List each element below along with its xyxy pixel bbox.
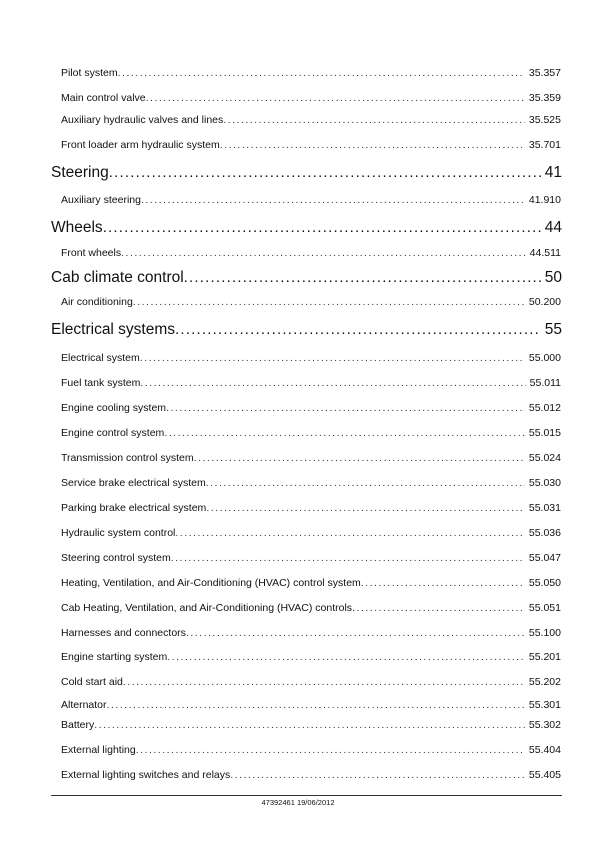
leader-dots	[230, 768, 525, 782]
toc-entry[interactable]	[61, 246, 561, 260]
leader-dots	[136, 743, 525, 757]
leader-dots	[194, 451, 525, 465]
toc-entry-label: Pilot system	[61, 67, 118, 79]
leader-dots	[103, 218, 541, 238]
toc-entry[interactable]	[61, 91, 561, 105]
toc-entry-page: 35.359	[528, 92, 561, 104]
leader-dots	[206, 501, 525, 515]
toc-entry-label: Front wheels	[61, 247, 122, 259]
toc-section-page: 55	[544, 321, 562, 338]
toc-entry[interactable]	[61, 295, 561, 309]
toc-entry-page: 55.051	[528, 602, 561, 614]
leader-dots	[220, 138, 525, 152]
toc-entry-page: 35.525	[528, 114, 561, 126]
toc-entry[interactable]	[61, 626, 561, 640]
toc-section[interactable]	[51, 268, 562, 288]
toc-entry-label: External lighting switches and relays	[61, 769, 231, 781]
toc-entry-label: External lighting	[61, 744, 136, 756]
toc-entry-page: 55.302	[528, 719, 561, 731]
toc-entry[interactable]	[61, 526, 561, 540]
toc-entry-label: Service brake electrical system	[61, 477, 206, 489]
leader-dots	[109, 163, 541, 183]
leader-dots	[352, 601, 525, 615]
toc-entry-page: 50.200	[528, 296, 561, 308]
toc-entry-label: Battery	[61, 719, 95, 731]
toc-entry[interactable]	[61, 650, 561, 664]
toc-entry[interactable]	[61, 426, 561, 440]
leader-dots	[107, 698, 525, 712]
toc-section-page: 41	[544, 164, 562, 181]
leader-dots	[140, 376, 525, 390]
toc-entry-page: 55.047	[528, 552, 561, 564]
toc-entry-label: Hydraulic system control	[61, 527, 176, 539]
toc-section-page: 50	[544, 269, 562, 286]
toc-entry[interactable]	[61, 768, 561, 782]
toc-entry-page: 55.405	[528, 769, 561, 781]
toc-entry-label: Transmission control system	[61, 452, 194, 464]
toc-entry[interactable]	[61, 675, 561, 689]
toc-entry-page: 55.031	[528, 502, 561, 514]
toc-entry-page: 55.050	[528, 577, 561, 589]
toc-entry-page: 41.910	[528, 194, 561, 206]
footer-doc-id: 47392461 19/06/2012	[261, 798, 335, 807]
leader-dots	[140, 351, 525, 365]
toc-entry-label: Alternator	[61, 699, 107, 711]
toc-entry-label: Engine starting system	[61, 651, 168, 663]
leader-dots	[133, 295, 525, 309]
toc-section[interactable]	[51, 218, 562, 238]
leader-dots	[184, 268, 541, 288]
toc-entry-page: 35.357	[528, 67, 561, 79]
toc-entry[interactable]	[61, 451, 561, 465]
leader-dots	[121, 246, 526, 260]
toc-entry-label: Main control valve	[61, 92, 146, 104]
leader-dots	[175, 526, 525, 540]
leader-dots	[361, 576, 525, 590]
leader-dots	[175, 320, 541, 340]
toc-entry-page: 55.036	[528, 527, 561, 539]
toc-section[interactable]	[51, 163, 562, 183]
leader-dots	[223, 113, 525, 127]
toc-entry[interactable]	[61, 138, 561, 152]
toc-entry-page: 55.000	[528, 352, 561, 364]
toc-entry[interactable]	[61, 376, 561, 390]
toc-entry[interactable]	[61, 601, 561, 615]
toc-entry-label: Cold start aid	[61, 676, 123, 688]
toc-entry-label: Harnesses and connectors	[61, 627, 186, 639]
toc-entry-label: Cab Heating, Ventilation, and Air-Conditioning (HVAC) controls	[61, 602, 353, 614]
toc-entry-page: 35.701	[528, 139, 561, 151]
toc-entry-label: Fuel tank system	[61, 377, 141, 389]
toc-entry-page: 55.100	[528, 627, 561, 639]
toc-section[interactable]	[51, 320, 562, 340]
leader-dots	[118, 66, 525, 80]
toc-entry-label: Front loader arm hydraulic system	[61, 139, 220, 151]
toc-entry-page: 55.030	[528, 477, 561, 489]
leader-dots	[171, 551, 525, 565]
leader-dots	[164, 426, 525, 440]
toc-entry[interactable]	[61, 576, 561, 590]
toc-entry-page: 55.012	[528, 402, 561, 414]
leader-dots	[186, 626, 525, 640]
toc-section-page: 44	[544, 219, 562, 236]
toc-entry-label: Engine cooling system	[61, 402, 167, 414]
toc-entry[interactable]	[61, 66, 561, 80]
leader-dots	[146, 91, 525, 105]
toc-entry[interactable]	[61, 113, 561, 127]
toc-entry[interactable]	[61, 476, 561, 490]
footer-divider	[51, 795, 562, 796]
leader-dots	[206, 476, 525, 490]
toc-entry-label: Auxiliary steering	[61, 194, 141, 206]
toc-entry-page: 55.015	[528, 427, 561, 439]
toc-entry-page: 55.301	[528, 699, 561, 711]
toc-section-label: Cab climate control	[51, 269, 184, 286]
toc-entry-label: Electrical system	[61, 352, 140, 364]
toc-entry[interactable]	[61, 743, 561, 757]
toc-entry-label: Auxiliary hydraulic valves and lines	[61, 114, 224, 126]
toc-entry[interactable]	[61, 401, 561, 415]
toc-entry[interactable]	[61, 718, 561, 732]
toc-entry-page: 55.404	[528, 744, 561, 756]
toc-section-label: Electrical systems	[51, 321, 176, 338]
toc-entry-page: 55.024	[528, 452, 561, 464]
toc-entry[interactable]	[61, 351, 561, 365]
toc-entry-page: 55.202	[528, 676, 561, 688]
leader-dots	[123, 675, 525, 689]
toc-entry[interactable]	[61, 501, 561, 515]
toc-entry-label: Heating, Ventilation, and Air-Conditioning (HVAC) control system	[61, 577, 361, 589]
toc-entry-page: 55.011	[529, 377, 561, 389]
toc-entry-label: Steering control system	[61, 552, 171, 564]
toc-entry[interactable]	[61, 193, 561, 207]
toc-section-label: Wheels	[51, 219, 103, 236]
toc-entry[interactable]	[61, 551, 561, 565]
leader-dots	[141, 193, 525, 207]
toc-entry-label: Air conditioning	[61, 296, 133, 308]
toc-entry-label: Engine control system	[61, 427, 165, 439]
leader-dots	[167, 650, 525, 664]
leader-dots	[166, 401, 525, 415]
leader-dots	[94, 718, 525, 732]
toc-entry-label: Parking brake electrical system	[61, 502, 207, 514]
toc-entry[interactable]	[61, 698, 561, 712]
toc-entry-page: 44.511	[529, 247, 561, 259]
toc-entry-page: 55.201	[528, 651, 561, 663]
toc-section-label: Steering	[51, 164, 109, 181]
